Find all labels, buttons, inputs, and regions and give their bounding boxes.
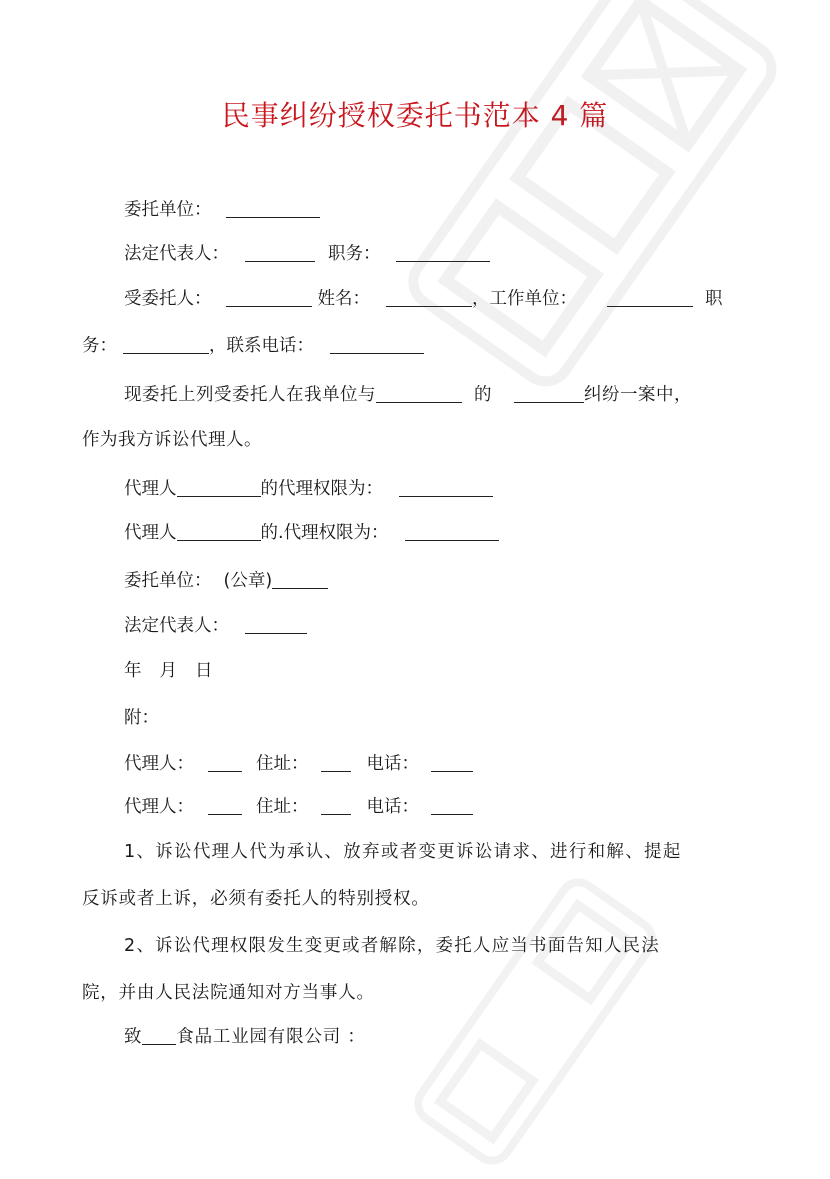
phone-label: ，联系电话：	[209, 336, 314, 356]
agent-authority-line-1	[124, 477, 493, 501]
seal-watermark-icon-2	[400, 864, 670, 1179]
agent-authority-label-2: 代理人	[124, 523, 177, 543]
entrust-de: 的	[474, 385, 492, 405]
legal-rep-label: 法定代表人：	[124, 244, 229, 264]
address-label-1: 住址：	[256, 754, 309, 774]
workplace-label: ，工作单位：	[472, 289, 577, 309]
job-blank[interactable]	[123, 335, 209, 354]
clause-1-cont	[82, 887, 430, 911]
clause-2-text: 2、诉讼代理权限发生变更或者解除，委托人应当书面告知人民法	[124, 936, 660, 956]
legal-rep-sign-blank[interactable]	[245, 615, 307, 634]
seal-line	[124, 569, 328, 593]
addressee-blank[interactable]	[142, 1026, 176, 1045]
entrust-case-text: 纠纷一案中，	[584, 385, 692, 405]
date-line	[124, 659, 213, 683]
job-label-part2: 务：	[82, 336, 117, 356]
attachment-label: 附：	[124, 708, 159, 728]
clause-2-cont	[82, 981, 375, 1005]
seal-blank[interactable]	[272, 570, 328, 589]
agent-authority-line-2	[124, 521, 499, 545]
clause-2-text-cont: 院，并由人民法院通知对方当事人。	[82, 983, 375, 1003]
job-label-part1: 职	[705, 289, 723, 309]
agent-line	[124, 287, 723, 311]
authority-blank-1[interactable]	[399, 478, 493, 497]
entrust-text: 现委托上列受委托人在我单位与	[124, 385, 376, 405]
seal-unit-label: 委托单位：	[124, 571, 212, 591]
name-blank[interactable]	[386, 288, 472, 307]
agent-name-blank-1[interactable]	[177, 478, 261, 497]
authority-blank-2[interactable]	[405, 522, 499, 541]
address-blank-1[interactable]	[321, 753, 351, 772]
entrust-role-text: 作为我方诉讼代理人。	[82, 430, 262, 450]
opponent-blank[interactable]	[376, 384, 462, 403]
client-unit-label: 委托单位：	[124, 200, 212, 220]
seal-label: (公章)	[223, 571, 273, 591]
day-label: 日	[195, 661, 213, 681]
legal-rep-sign-label: 法定代表人：	[124, 616, 229, 636]
agent-contact-label-2: 代理人：	[124, 797, 194, 817]
addressee-line	[124, 1025, 366, 1049]
agent-contact-name-blank-1[interactable]	[208, 753, 242, 772]
clause-1-text: 1、诉讼代理人代为承认、放弃或者变更诉讼请求、进行和解、提起	[124, 842, 682, 862]
client-unit-blank[interactable]	[226, 199, 320, 218]
entrust-line-cont	[82, 428, 262, 452]
agent-contact-line-2	[124, 795, 473, 819]
clause-1-text-cont: 反诉或者上诉，必须有委托人的特别授权。	[82, 889, 430, 909]
legal-rep-line	[124, 242, 490, 266]
tel-blank-2[interactable]	[431, 796, 473, 815]
month-label: 月	[159, 661, 177, 681]
authority-label-2: 的.代理权限为：	[260, 523, 389, 543]
attachment-line	[124, 706, 159, 730]
client-unit-line	[124, 198, 320, 222]
name-label: 姓名：	[317, 289, 370, 309]
address-label-2: 住址：	[256, 797, 309, 817]
agent-name-blank-2[interactable]	[177, 522, 261, 541]
position-label: 职务：	[328, 244, 381, 264]
address-blank-2[interactable]	[321, 796, 351, 815]
tel-label-2: 电话：	[366, 797, 419, 817]
addressee-to: 致	[124, 1027, 143, 1047]
authority-label-1: 的代理权限为：	[260, 479, 383, 499]
legal-rep-sign-line	[124, 614, 307, 638]
seal-watermark-icon	[390, 0, 795, 405]
clause-1-line	[124, 840, 682, 864]
entrust-line	[124, 383, 692, 407]
dispute-blank[interactable]	[514, 384, 584, 403]
tel-blank-1[interactable]	[431, 753, 473, 772]
agent-contact-name-blank-2[interactable]	[208, 796, 242, 815]
legal-rep-blank[interactable]	[245, 243, 315, 262]
position-blank[interactable]	[396, 243, 490, 262]
agent-contact-line-1	[124, 752, 473, 776]
agent-label: 受委托人：	[124, 289, 212, 309]
agent-line-cont	[82, 334, 424, 358]
agent-authority-label-1: 代理人	[124, 479, 177, 499]
year-label: 年	[124, 661, 142, 681]
tel-label-1: 电话：	[366, 754, 419, 774]
phone-blank[interactable]	[330, 335, 424, 354]
addressee-company: 食品工业园有限公司 ：	[176, 1027, 366, 1047]
agent-blank[interactable]	[226, 288, 312, 307]
document-title: 民事纠纷授权委托书范本 4 篇	[221, 99, 609, 132]
workplace-blank[interactable]	[607, 288, 693, 307]
agent-contact-label-1: 代理人：	[124, 754, 194, 774]
